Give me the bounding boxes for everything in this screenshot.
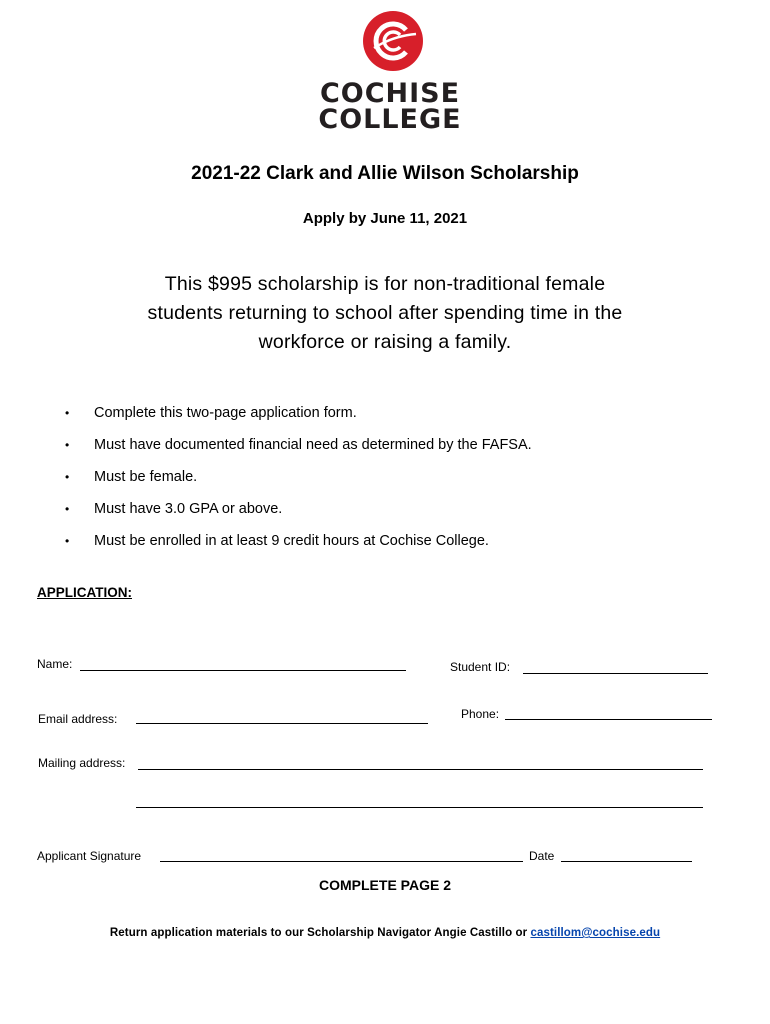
cochise-c-logo-icon xyxy=(362,10,424,72)
bullet-icon: • xyxy=(65,534,70,548)
name-label: Name: xyxy=(37,657,73,671)
signature-field[interactable] xyxy=(160,861,523,862)
name-field[interactable] xyxy=(80,670,406,671)
logo-text-line2: COLLEGE xyxy=(318,104,462,135)
requirement-item: • Must be enrolled in at least 9 credit hours at Cochise College. xyxy=(60,528,700,560)
application-heading: APPLICATION: xyxy=(37,585,132,600)
signature-label: Applicant Signature xyxy=(37,849,142,863)
scholarship-title: 2021-22 Clark and Allie Wilson Scholarship xyxy=(191,163,579,184)
complete-page-2-notice: COMPLETE PAGE 2 xyxy=(319,877,451,893)
scholarship-description: This $995 scholarship is for non-traditional female students returning to school after spending time in the workforce or raising a family. xyxy=(147,273,623,353)
college-logo-mark xyxy=(362,10,424,72)
bullet-icon: • xyxy=(65,438,70,452)
email-field[interactable] xyxy=(136,723,428,724)
date-field[interactable] xyxy=(561,861,692,862)
date-label: Date xyxy=(529,849,555,863)
phone-label: Phone: xyxy=(461,707,500,721)
email-label: Email address: xyxy=(38,712,118,726)
return-instructions xyxy=(0,927,770,939)
return-instructions-text: Return application materials to our Scholarship Navigator Angie Castillo or xyxy=(109,927,528,939)
requirement-item: • Must be female. xyxy=(60,464,700,496)
requirements-list xyxy=(60,400,700,560)
bullet-icon: • xyxy=(65,406,70,420)
mailing-address-label: Mailing address: xyxy=(38,756,126,770)
logo-text-line1: COCHISE xyxy=(319,78,461,109)
phone-field[interactable] xyxy=(505,719,712,720)
requirement-item: • Complete this two-page application form. xyxy=(60,400,700,432)
navigator-email-link[interactable]: castillom@cochise.edu xyxy=(530,927,661,939)
mailing-address-field-line1[interactable] xyxy=(138,769,703,770)
requirement-item: • Must have 3.0 GPA or above. xyxy=(60,496,700,528)
application-deadline: Apply by June 11, 2021 xyxy=(302,210,468,227)
student-id-label: Student ID: xyxy=(450,660,511,674)
mailing-address-field-line2[interactable] xyxy=(136,807,703,808)
student-id-field[interactable] xyxy=(523,673,708,674)
requirement-item: • Must have documented financial need as determined by the FAFSA. xyxy=(60,432,700,464)
bullet-icon: • xyxy=(65,470,70,484)
bullet-icon: • xyxy=(65,502,70,516)
